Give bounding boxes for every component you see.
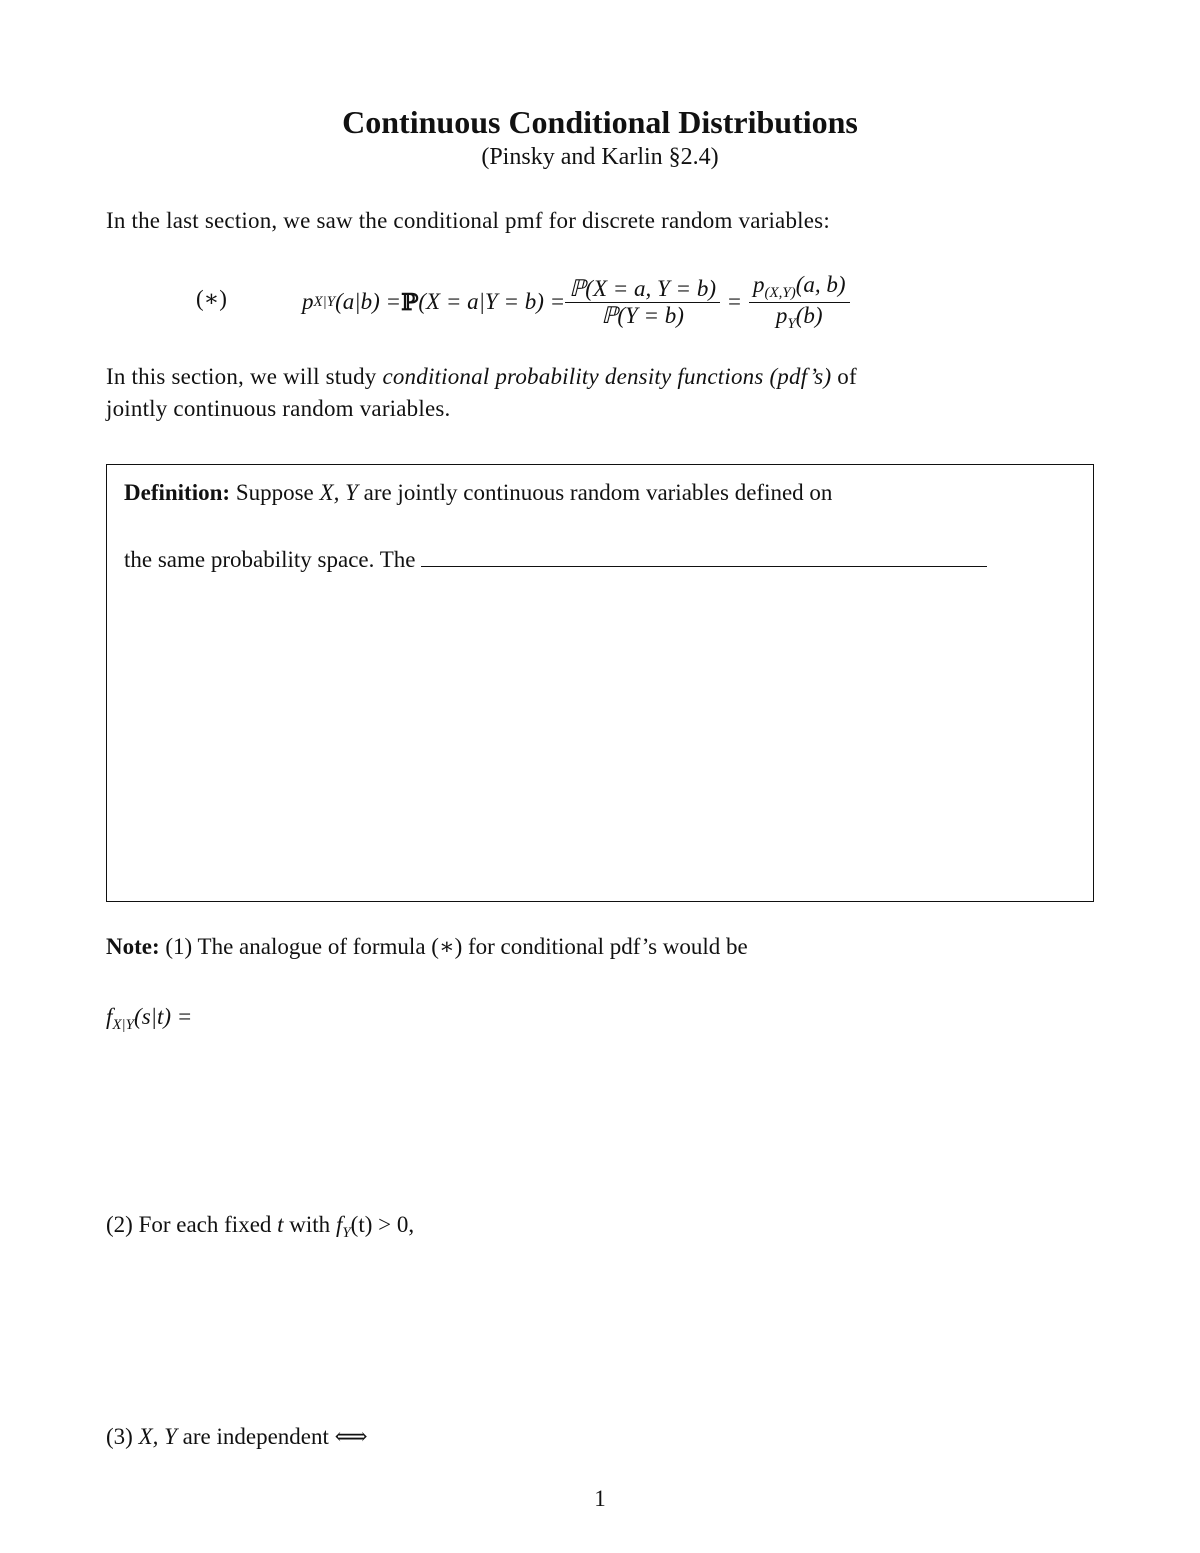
note-label: Note: (106, 934, 160, 959)
formula-lhs-args: (a|b) = (335, 289, 402, 314)
fraction2-num-subscript: (X,Y) (764, 284, 796, 301)
note-item2-fsub: Y (342, 1225, 351, 1241)
note-item3-math: X, Y (138, 1424, 177, 1449)
fraction2-num-p: p (752, 271, 765, 297)
fraction2-num-args: (a, b) (795, 271, 846, 297)
pdf-paragraph-start: In this section, we will study (106, 364, 383, 389)
f-subscript: X|Y (112, 1017, 135, 1033)
pdf-paragraph-emphasis: conditional probability density functions (pdf’s) (382, 364, 832, 389)
note-item-3 (106, 1424, 368, 1450)
formula-tag: (∗) (196, 286, 227, 311)
formula-p: p (302, 289, 314, 314)
note-item-1 (106, 934, 748, 960)
probability-symbol: ℙ (401, 288, 419, 316)
f-symbol: f (106, 1004, 113, 1029)
note-item2-t: t (277, 1212, 284, 1237)
note-item2-f: f (335, 1212, 343, 1237)
definition-label: Definition: (124, 480, 231, 505)
definition-fill-in-blank[interactable] (421, 546, 987, 567)
note-item-2 (106, 1212, 414, 1242)
definition-text-b: are jointly continuous random variables defined on (357, 480, 833, 505)
fraction1-denominator: ℙ(Y = b) (601, 302, 684, 328)
note-item2-c: (t) > 0, (350, 1212, 415, 1237)
fraction1-numerator: ℙ(X = a, Y = b) (565, 276, 720, 303)
pdf-paragraph-line2: jointly continuous random variables. (106, 396, 451, 421)
note-item1-text: (1) The analogue of formula (∗) for conditional pdf’s would be (159, 934, 748, 959)
fraction2-denominator (749, 303, 850, 333)
intro-paragraph: In the last section, we saw the conditional pmf for discrete random variables: (106, 208, 830, 233)
note-item3-b: are independent ⟺ (176, 1424, 368, 1449)
definition-box (106, 464, 1094, 902)
note-item2-a: (2) For each fixed (106, 1212, 278, 1237)
formula-mid: (X = a|Y = b) = (418, 289, 566, 314)
fraction-joint-over-marginal (565, 276, 720, 329)
definition-math-xy: X, Y (319, 480, 358, 505)
fraction2-den-args: (b) (795, 302, 823, 328)
definition-line2 (124, 546, 987, 573)
pdf-paragraph-line1 (106, 364, 1096, 390)
definition-text-a: Suppose (230, 480, 320, 505)
note-item3-a: (3) (106, 1424, 139, 1449)
definition-line1 (124, 480, 832, 506)
page-number: 1 (594, 1486, 606, 1511)
pdf-paragraph-end: of (831, 364, 857, 389)
fraction2-den-p: p (775, 302, 788, 328)
page-title: Continuous Conditional Distributions (342, 104, 858, 140)
formula-equals: = (727, 289, 741, 314)
f-args: (s|t) = (134, 1004, 193, 1029)
fraction2-numerator (749, 272, 850, 303)
note-item2-b: with (283, 1212, 336, 1237)
fraction2-den-subscript: Y (787, 315, 796, 332)
page-subtitle: (Pinsky and Karlin §2.4) (481, 144, 719, 170)
conditional-pdf-expression (106, 1004, 192, 1034)
conditional-pmf-formula (302, 266, 850, 338)
fraction-joint-pmf-over-marginal-pmf (749, 272, 850, 333)
definition-line2-text: the same probability space. The (124, 547, 422, 572)
formula-p-subscript: X|Y (313, 293, 336, 310)
